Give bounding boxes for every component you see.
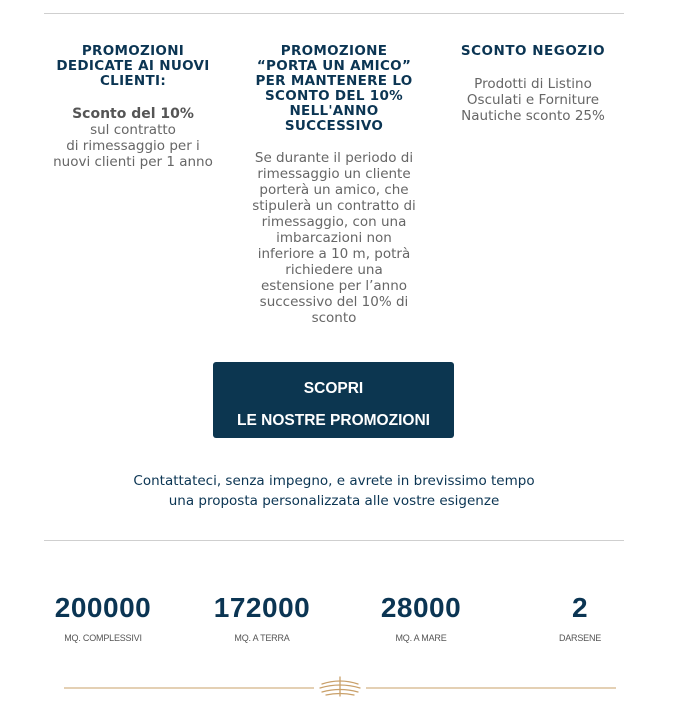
discover-promotions-button[interactable] <box>213 362 454 438</box>
ship-ornament-icon <box>64 674 616 698</box>
promo-title-line: SCONTO DEL 10% <box>264 88 404 104</box>
stat-docks <box>505 592 655 644</box>
promo-text-line: Se durante il periodo di <box>254 150 414 166</box>
promo-text-line: di rimessaggio per i <box>66 138 200 154</box>
stat-land-area <box>187 592 337 644</box>
cta-line: SCOPRI <box>303 380 364 397</box>
contact-line: una proposta personalizzata alle vostre esigenze <box>168 493 500 509</box>
promo-title <box>244 44 424 134</box>
promo-title-line: NELL'ANNO <box>289 103 379 119</box>
cta-line: LE NOSTRE PROMOZIONI <box>237 412 430 429</box>
stat-value: 2 <box>571 592 589 623</box>
promo-title-line: PROMOZIONE <box>280 43 388 59</box>
stat-label: MQ. A TERRA <box>234 633 290 643</box>
promo-text-line: porterà un amico, che <box>259 182 409 198</box>
stat-value: 28000 <box>380 592 462 623</box>
promo-text-line: rimessaggio un cliente <box>257 166 411 182</box>
contact-line: Contattateci, senza impegno, e avrete in brevissimo tempo <box>133 473 535 489</box>
stat-total-area <box>28 592 178 644</box>
promo-text-line: richiedere una <box>285 262 383 278</box>
promo-bring-a-friend <box>244 44 424 326</box>
stat-label: MQ. A MARE <box>395 633 447 643</box>
promo-new-clients <box>44 44 222 170</box>
promo-text-line: inferiore a 10 m, potrà <box>257 246 411 262</box>
promo-text-line: stipulerà un contratto di <box>252 198 416 214</box>
promo-text-line: sconto <box>311 310 357 326</box>
promo-text-line: Osculati e Forniture <box>466 92 600 108</box>
stat-value: 200000 <box>54 592 152 623</box>
promo-title-line: “PORTA UN AMICO” <box>256 58 412 74</box>
promo-text-line: imbarcazioni non <box>276 230 392 246</box>
promo-highlight: Sconto del 10% <box>72 106 194 122</box>
stat-label: MQ. COMPLESSIVI <box>64 633 142 643</box>
promo-text-line: rimessaggio, con una <box>261 214 407 230</box>
promo-text-line: sul contratto <box>90 122 176 138</box>
stat-sea-area <box>346 592 496 644</box>
contact-text <box>44 471 624 511</box>
promo-title-line: PER MANTENERE LO <box>255 73 413 89</box>
middle-divider <box>44 540 624 541</box>
promo-title-line: SUCCESSIVO <box>284 118 384 134</box>
promo-text-line: successivo del 10% di <box>259 294 409 310</box>
promo-text-line: estensione per l’anno <box>260 278 408 294</box>
promo-text <box>444 76 622 124</box>
promo-text-line: nuovi clienti per 1 anno <box>53 154 213 170</box>
promo-title: PROMOZIONI DEDICATE AI NUOVI CLIENTI: <box>56 43 210 89</box>
promo-title: SCONTO NEGOZIO <box>460 43 606 59</box>
stat-label: DARSENE <box>558 633 602 643</box>
promo-text-line: Nautiche sconto 25% <box>461 108 605 124</box>
stat-value: 172000 <box>213 592 311 623</box>
promo-shop-discount <box>444 44 622 124</box>
promo-text <box>244 150 424 326</box>
promo-text-line: Prodotti di Listino <box>474 76 592 92</box>
top-divider <box>44 13 624 14</box>
